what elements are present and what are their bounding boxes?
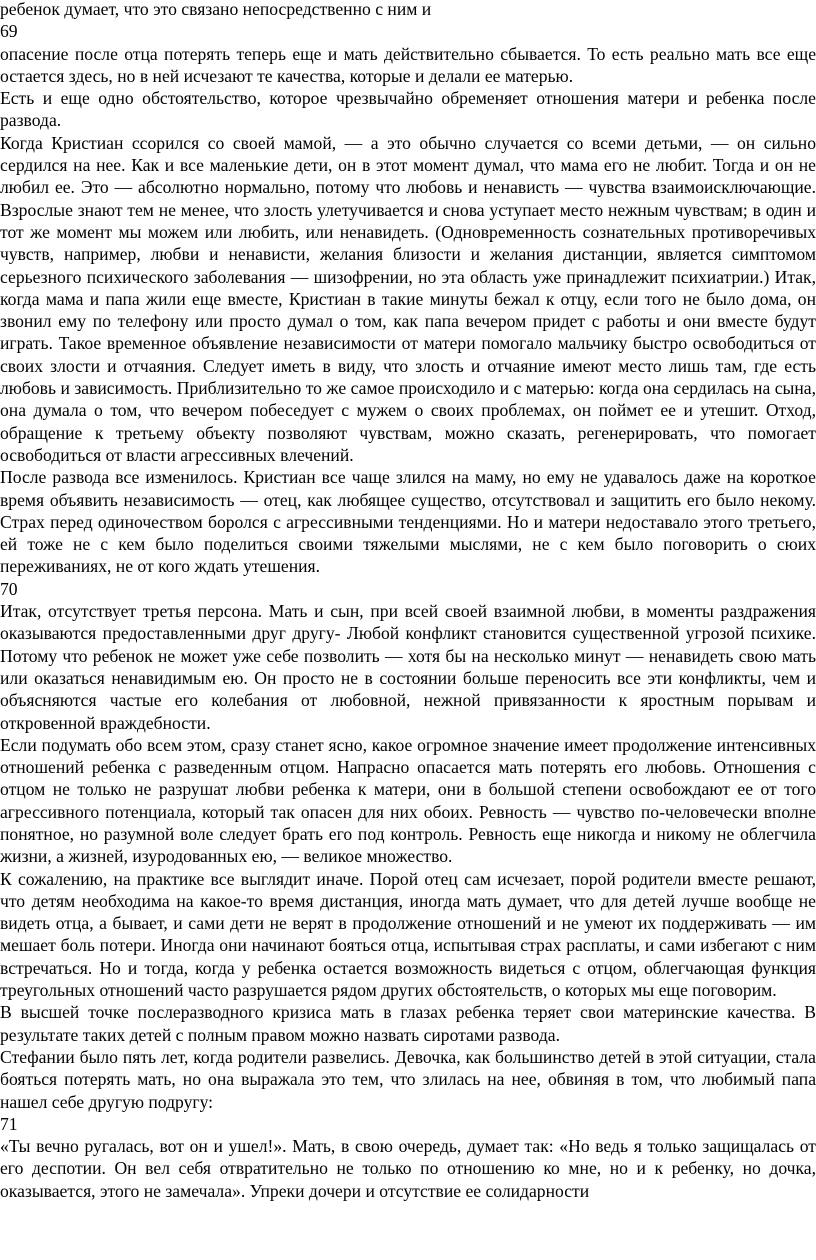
paragraph: «Ты вечно ругалась, вот он и ушел!». Мать, в свою очередь, думает так: «Но ведь я только защищалась от его деспотии. Он вел себя отвратительно не только по отношению ко мне, но и к ребенку, но дочка, оказывается, этого не замечала». Упреки дочери и отсутствие ее солидарности [0, 1136, 816, 1201]
paragraph: опасение после отца потерять теперь еще и мать действительно сбывается. То есть реально мать все еще остается здесь, но в ней исчезают те качества, которые и делали ее матерью. [0, 43, 816, 86]
paragraph: После развода все изменилось. Кристиан все чаще злился на маму, но ему не удавалось даже на короткое время объявить независимость — отец, как любящее существо, отсутствовал и защитить его было некому. Страх перед одиночеством боролся с агрессивными тенденциями. Но и матери недоставало этого третьего, ей тоже не с кем было поделиться своими тяжелыми мыслями, не с кем было поговорить о сюих переживаниях, не от кого ждать утешения. [0, 467, 816, 577]
paragraph: Когда Кристиан ссорился со своей мамой, — а это обычно случается со всеми детьми, — он сильно сердился на нее. Как и все маленькие дети, он в этот момент думал, что мама его не любит. Тогда и он не любил ее. Это — абсолютно нормально, потому что любовь и ненависть — чувства взаимоисключающие. Взрослые знают тем не менее, что злость улетучивается и снова уступает место нежным чувствам; в один и тот же момент мы можем или любить, или ненавидеть. (Одновременность сознательных противоречивых чувств, например, любви и ненависти, желания близости и желания дистанции, является симптомом серьезного психического заболевания — шизофрении, но эта область уже принадлежит психиатрии.) Итак, когда мама и папа жили еще вместе, Кристиан в такие минуты бежал к отцу, если того не было дома, он звонил ему по телефону или просто думал о том, как папа вечером придет с работы и они вместе будут играть. Такое временное объявление независимости от матери помогало мальчику быстро освободиться от своих злости и отчаяния. Следует иметь в виду, что злость и отчаяние имеют место лишь там, где есть любовь и зависимость. Приблизительно то же самое происходило и с матерью: когда она сердилась на сына, она думала о том, что вечером побеседует с мужем о своих проблемах, он поймет ее и утешит. Отход, обращение к третьему объекту позволяют чувствам, можно сказать, регенерировать, что помогает освободиться от власти агрессивных влечений. [0, 132, 816, 465]
paragraph: Есть и еще одно обстоятельство, которое чрезвычайно обременяет отношения матери и ребенка после развода. [0, 88, 816, 131]
paragraph: Если подумать обо всем этом, сразу станет ясно, какое огромное значение имеет продолжение интенсивных отношений ребенка с разведенным отцом. Напрасно опасается мать потерять его любовь. Отношения с отцом не только не разрушат любви ребенка к матери, они в большой степени освобождают ее от того агрессивного потенциала, который так опасен для них обоих. Ревность — чувство по-человечески вполне понятное, но разумной воле следует брать его под контроль. Ревность еще никогда и никому не облегчила жизни, а жизней, изуродованных ею, — великое множество. [0, 734, 816, 867]
text-line: ребенок думает, что это связано непосредственно с ним и [0, 0, 432, 19]
paragraph: Стефании было пять лет, когда родители развелись. Девочка, как большинство детей в этой ситуации, стала бояться потерять мать, но она выражала это тем, что злилась на нее, обвиняя в том, что любимый папа нашел себе другую подругу: [0, 1046, 816, 1112]
page-number: 70 [0, 578, 18, 599]
paragraph: К сожалению, на практике все выглядит иначе. Порой отец сам исчезает, порой родители вместе решают, что детям необходима на какое-то время дистанция, иногда мать думает, что для детей лучше вообще не видеть отца, а бывает, и сами дети не верят в продолжение отношений и не умеют их поддерживать — им мешает боль потери. Иногда они начинают бояться отца, испытывая страх расплаты, и сами избегают с ним встречаться. Но и тогда, когда у ребенка остается возможность видеться с отцом, облегчающая функция треугольных отношений часто разрушается рядом других обстоятельств, о которых мы еще поговорим. [0, 868, 816, 1001]
paragraph: В высшей точке послеразводного кризиса мать в глазах ребенка теряет свои материнские качества. В результате таких детей с полным правом можно назвать сиротами развода. [0, 1002, 816, 1045]
paragraph: Итак, отсутствует третья персона. Мать и сын, при всей своей взаимной любви, в моменты раздражения оказываются предоставленными друг другу- Любой конфликт становится существенной угрозой психике. Потому что ребенок не может уже себе позволить — хотя бы на несколько минут — ненавидеть свою мать или оказаться ненавидимым ею. Он просто не в состоянии больше переносить все эти конфликты, чем и объясняются частые его колебания от любовной, нежной привязанности к яростным порывам и откровенной враждебности. [0, 601, 816, 733]
page-number: 71 [0, 1113, 18, 1134]
page-number: 69 [0, 21, 18, 42]
